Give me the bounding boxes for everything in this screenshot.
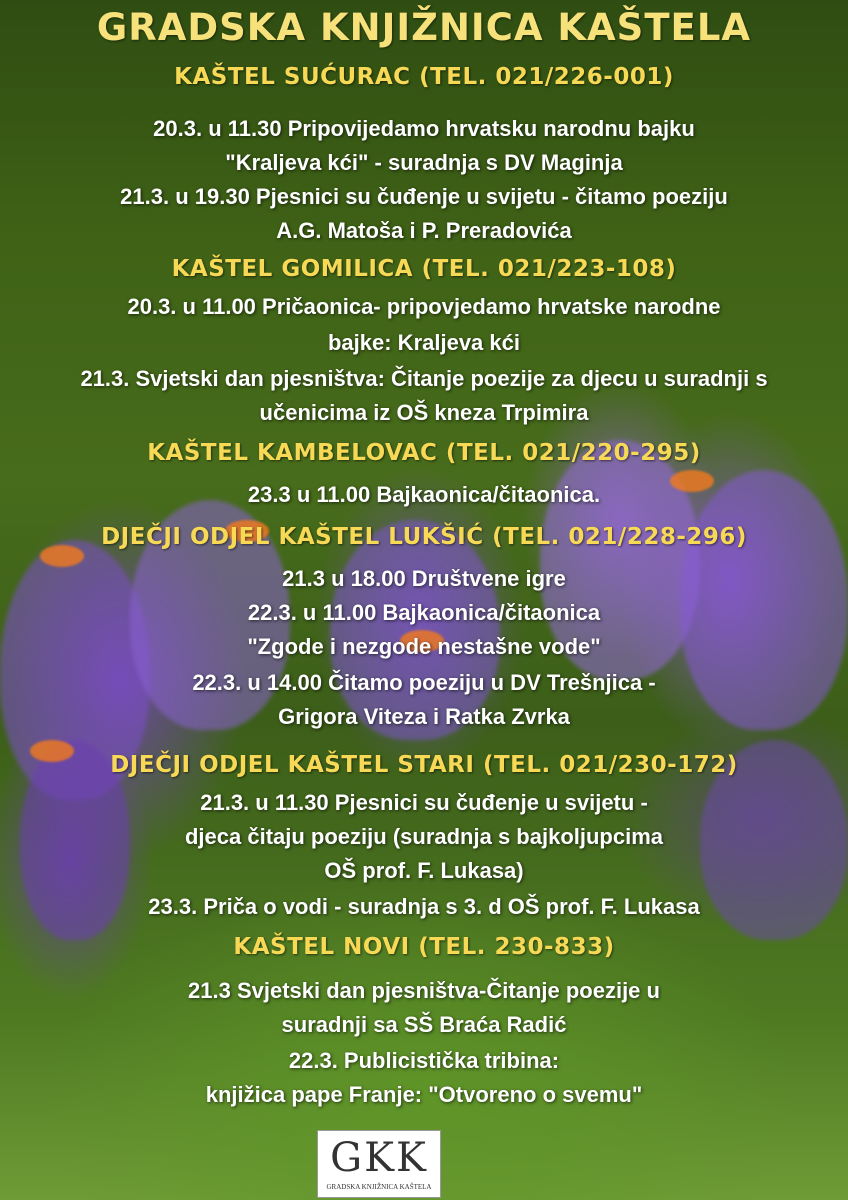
event-line: suradnji sa SŠ Braća Radić (281, 1012, 567, 1037)
event-line: 21.3. u 19.30 Pjesnici su čuđenje u svijetu - čitamo poeziju (120, 184, 728, 209)
section-heading-stari: DJEČJI ODJEL KAŠTEL STARI (TEL. 021/230-172) (110, 752, 738, 778)
section-heading-novi: KAŠTEL NOVI (TEL. 230-833) (233, 934, 615, 960)
event-line: 21.3. Svjetski dan pjesništva: Čitanje poezije za djecu u suradnji s (80, 366, 768, 391)
event-line: 22.3. u 11.00 Bajkaonica/čitaonica (247, 600, 601, 625)
section-heading-kambelovac: KAŠTEL KAMBELOVAC (TEL. 021/220-295) (147, 440, 701, 466)
event-line: Grigora Viteza i Ratka Zvrka (278, 704, 570, 729)
event-line: 21.3. u 11.30 Pjesnici su čuđenje u svijetu - (200, 790, 648, 815)
event-line: učenicima iz OŠ kneza Trpimira (259, 400, 589, 425)
event-line: 22.3. Publicistička tribina: (288, 1048, 560, 1073)
library-logo (317, 1130, 441, 1198)
event-line: "Zgode i nezgode nestašne vode" (247, 634, 601, 659)
event-line: 21.3 u 18.00 Društvene igre (282, 566, 566, 591)
event-line: 21.3 Svjetski dan pjesništva-Čitanje poezije u (188, 978, 660, 1003)
event-line: 20.3. u 11.00 Pričaonica- pripovjedamo hrvatske narodne (127, 294, 721, 319)
section-heading-sucurac: KAŠTEL SUĆURAC (TEL. 021/226-001) (174, 64, 674, 90)
event-line: "Kraljeva kći" - suradnja s DV Maginja (225, 150, 623, 175)
logo-letters: GKK (330, 1135, 428, 1181)
event-line: 22.3. u 14.00 Čitamo poeziju u DV Trešnjica - (192, 670, 656, 695)
event-line: knjižica pape Franje: "Otvoreno o svemu" (205, 1082, 643, 1107)
event-line: bajke: Kraljeva kći (327, 330, 520, 355)
event-line: 23.3. Priča o vodi - suradnja s 3. d OŠ prof. F. Lukasa (148, 894, 700, 919)
event-line: djeca čitaju poeziju (suradnja s bajkoljupcima (184, 824, 664, 849)
logo-caption: GRADSKA KNJIŽNICA KAŠTELA (326, 1183, 432, 1191)
event-line: OŠ prof. F. Lukasa) (324, 858, 524, 883)
section-heading-gomilica: KAŠTEL GOMILICA (TEL. 021/223-108) (171, 256, 677, 282)
event-line: 20.3. u 11.30 Pripovijedamo hrvatsku narodnu bajku (153, 116, 695, 141)
poster-title: GRADSKA KNJIŽNICA KAŠTELA (96, 6, 752, 49)
event-line: A.G. Matoša i P. Preradovića (276, 218, 572, 243)
event-line: 23.3 u 11.00 Bajkaonica/čitaonica. (247, 482, 601, 507)
section-heading-luksic: DJEČJI ODJEL KAŠTEL LUKŠIĆ (TEL. 021/228-296) (101, 524, 747, 550)
